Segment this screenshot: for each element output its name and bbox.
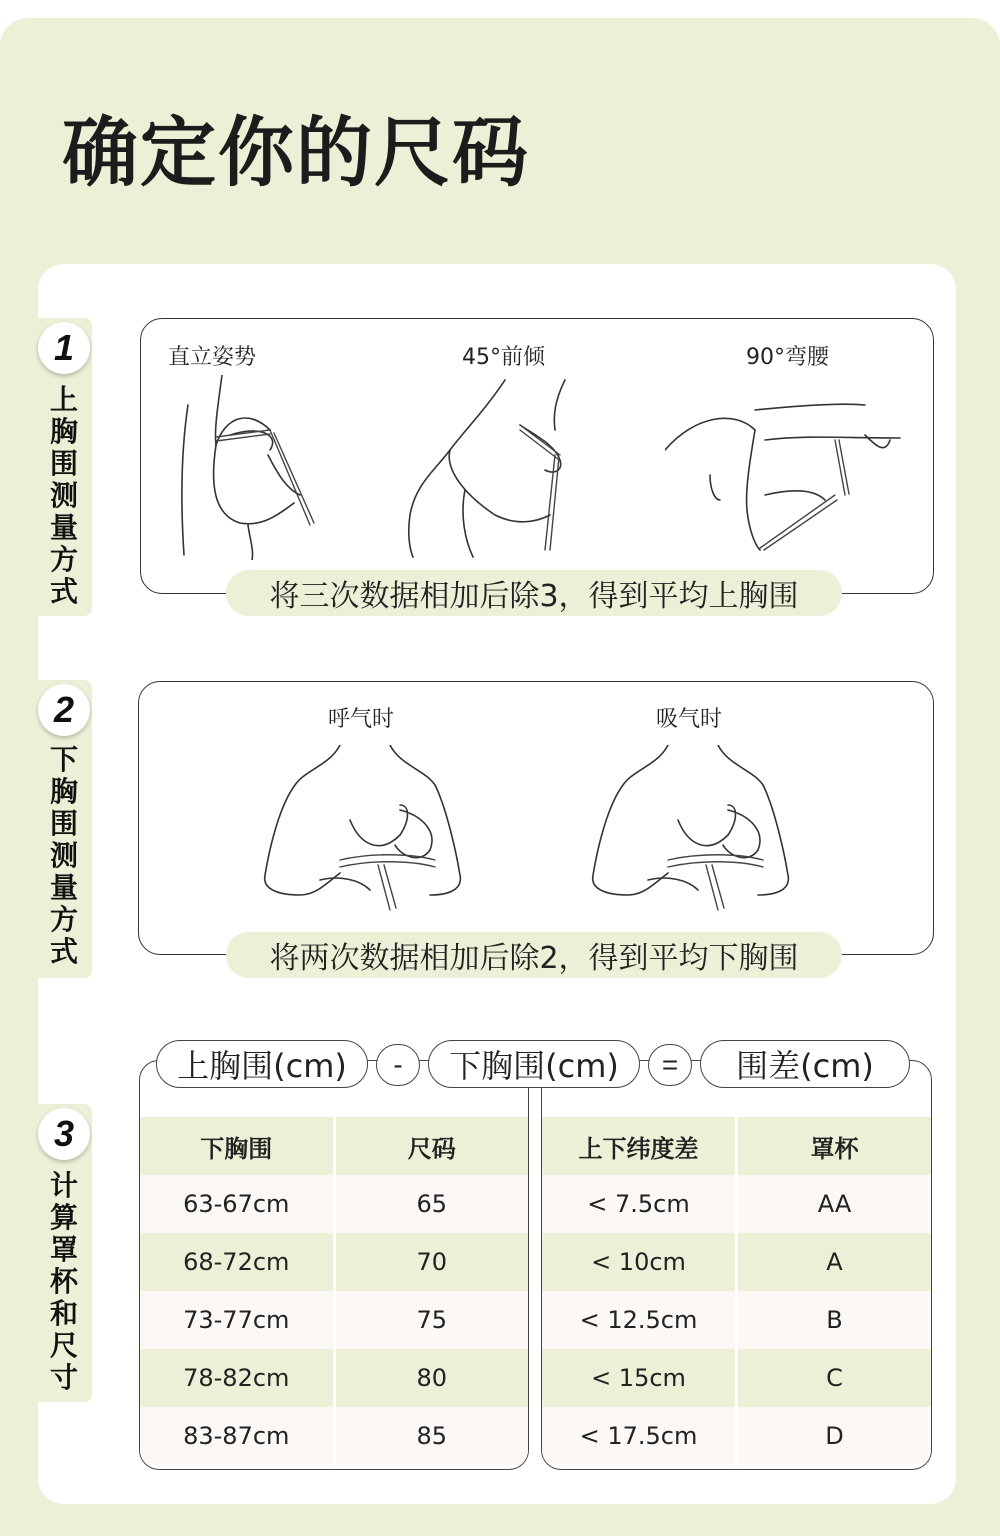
underbust-value: 78-82cm <box>140 1349 333 1407</box>
underbust-value: 68-72cm <box>140 1233 333 1291</box>
pose-label-90: 90°弯腰 <box>746 345 829 370</box>
step1-label: 上胸围测量方式 <box>49 383 78 608</box>
size-value: 85 <box>333 1407 529 1465</box>
formula-difference: 围差(cm) <box>700 1040 910 1088</box>
formula-minus: - <box>376 1044 420 1086</box>
size-value: 65 <box>333 1175 529 1233</box>
cup-value: C <box>735 1349 931 1407</box>
pose-label-standing: 直立姿势 <box>168 345 257 370</box>
size-value: 70 <box>333 1233 529 1291</box>
table-row <box>542 1175 931 1233</box>
table-row <box>542 1349 931 1407</box>
difference-value: < 17.5cm <box>542 1407 735 1465</box>
inhale-sketch <box>588 745 798 920</box>
table-row <box>140 1407 528 1465</box>
pose-label-45: 45°前倾 <box>462 345 545 370</box>
header-difference: 上下纬度差 <box>542 1117 735 1175</box>
table-row <box>542 1233 931 1291</box>
header-underbust: 下胸围 <box>140 1117 333 1175</box>
difference-value: < 15cm <box>542 1349 735 1407</box>
cup-value: D <box>735 1407 931 1465</box>
underbust-value: 73-77cm <box>140 1291 333 1349</box>
step2-panel <box>138 681 934 955</box>
underbust-value: 63-67cm <box>140 1175 333 1233</box>
formula-equals: = <box>648 1044 692 1086</box>
table-row <box>140 1233 528 1291</box>
table-row <box>542 1291 931 1349</box>
difference-value: < 12.5cm <box>542 1291 735 1349</box>
size-value: 75 <box>333 1291 529 1349</box>
step2-label: 下胸围测量方式 <box>49 743 78 968</box>
page-title: 确定你的尺码 <box>62 108 530 197</box>
step3-label: 计算罩杯和尺寸 <box>49 1169 78 1394</box>
table-row <box>542 1407 931 1465</box>
cup-value: A <box>735 1233 931 1291</box>
step1-number: 1 <box>38 322 90 374</box>
bend-90-pose-sketch <box>665 400 905 560</box>
pose-label-exhale: 呼气时 <box>328 707 395 732</box>
standing-pose-sketch <box>170 375 330 560</box>
cup-value: AA <box>735 1175 931 1233</box>
step3-number: 3 <box>38 1108 90 1160</box>
table-header-row <box>542 1117 931 1175</box>
step2-number: 2 <box>38 684 90 736</box>
table-row <box>140 1175 528 1233</box>
formula-under-bust: 下胸围(cm) <box>428 1040 640 1088</box>
step2-caption: 将两次数据相加后除2，得到平均下胸围 <box>226 932 842 978</box>
exhale-sketch <box>260 745 470 920</box>
pose-label-inhale: 吸气时 <box>656 707 723 732</box>
header-size: 尺码 <box>333 1117 529 1175</box>
table-row <box>140 1291 528 1349</box>
band-size-table <box>139 1060 529 1470</box>
cup-value: B <box>735 1291 931 1349</box>
table-header-row <box>140 1117 528 1175</box>
forward-45-pose-sketch <box>405 375 575 560</box>
difference-value: < 10cm <box>542 1233 735 1291</box>
underbust-value: 83-87cm <box>140 1407 333 1465</box>
cup-size-table <box>541 1060 932 1470</box>
size-value: 80 <box>333 1349 529 1407</box>
table-row <box>140 1349 528 1407</box>
header-cup: 罩杯 <box>735 1117 931 1175</box>
step1-caption: 将三次数据相加后除3，得到平均上胸围 <box>226 570 842 616</box>
formula-upper-bust: 上胸围(cm) <box>156 1040 368 1088</box>
difference-value: < 7.5cm <box>542 1175 735 1233</box>
